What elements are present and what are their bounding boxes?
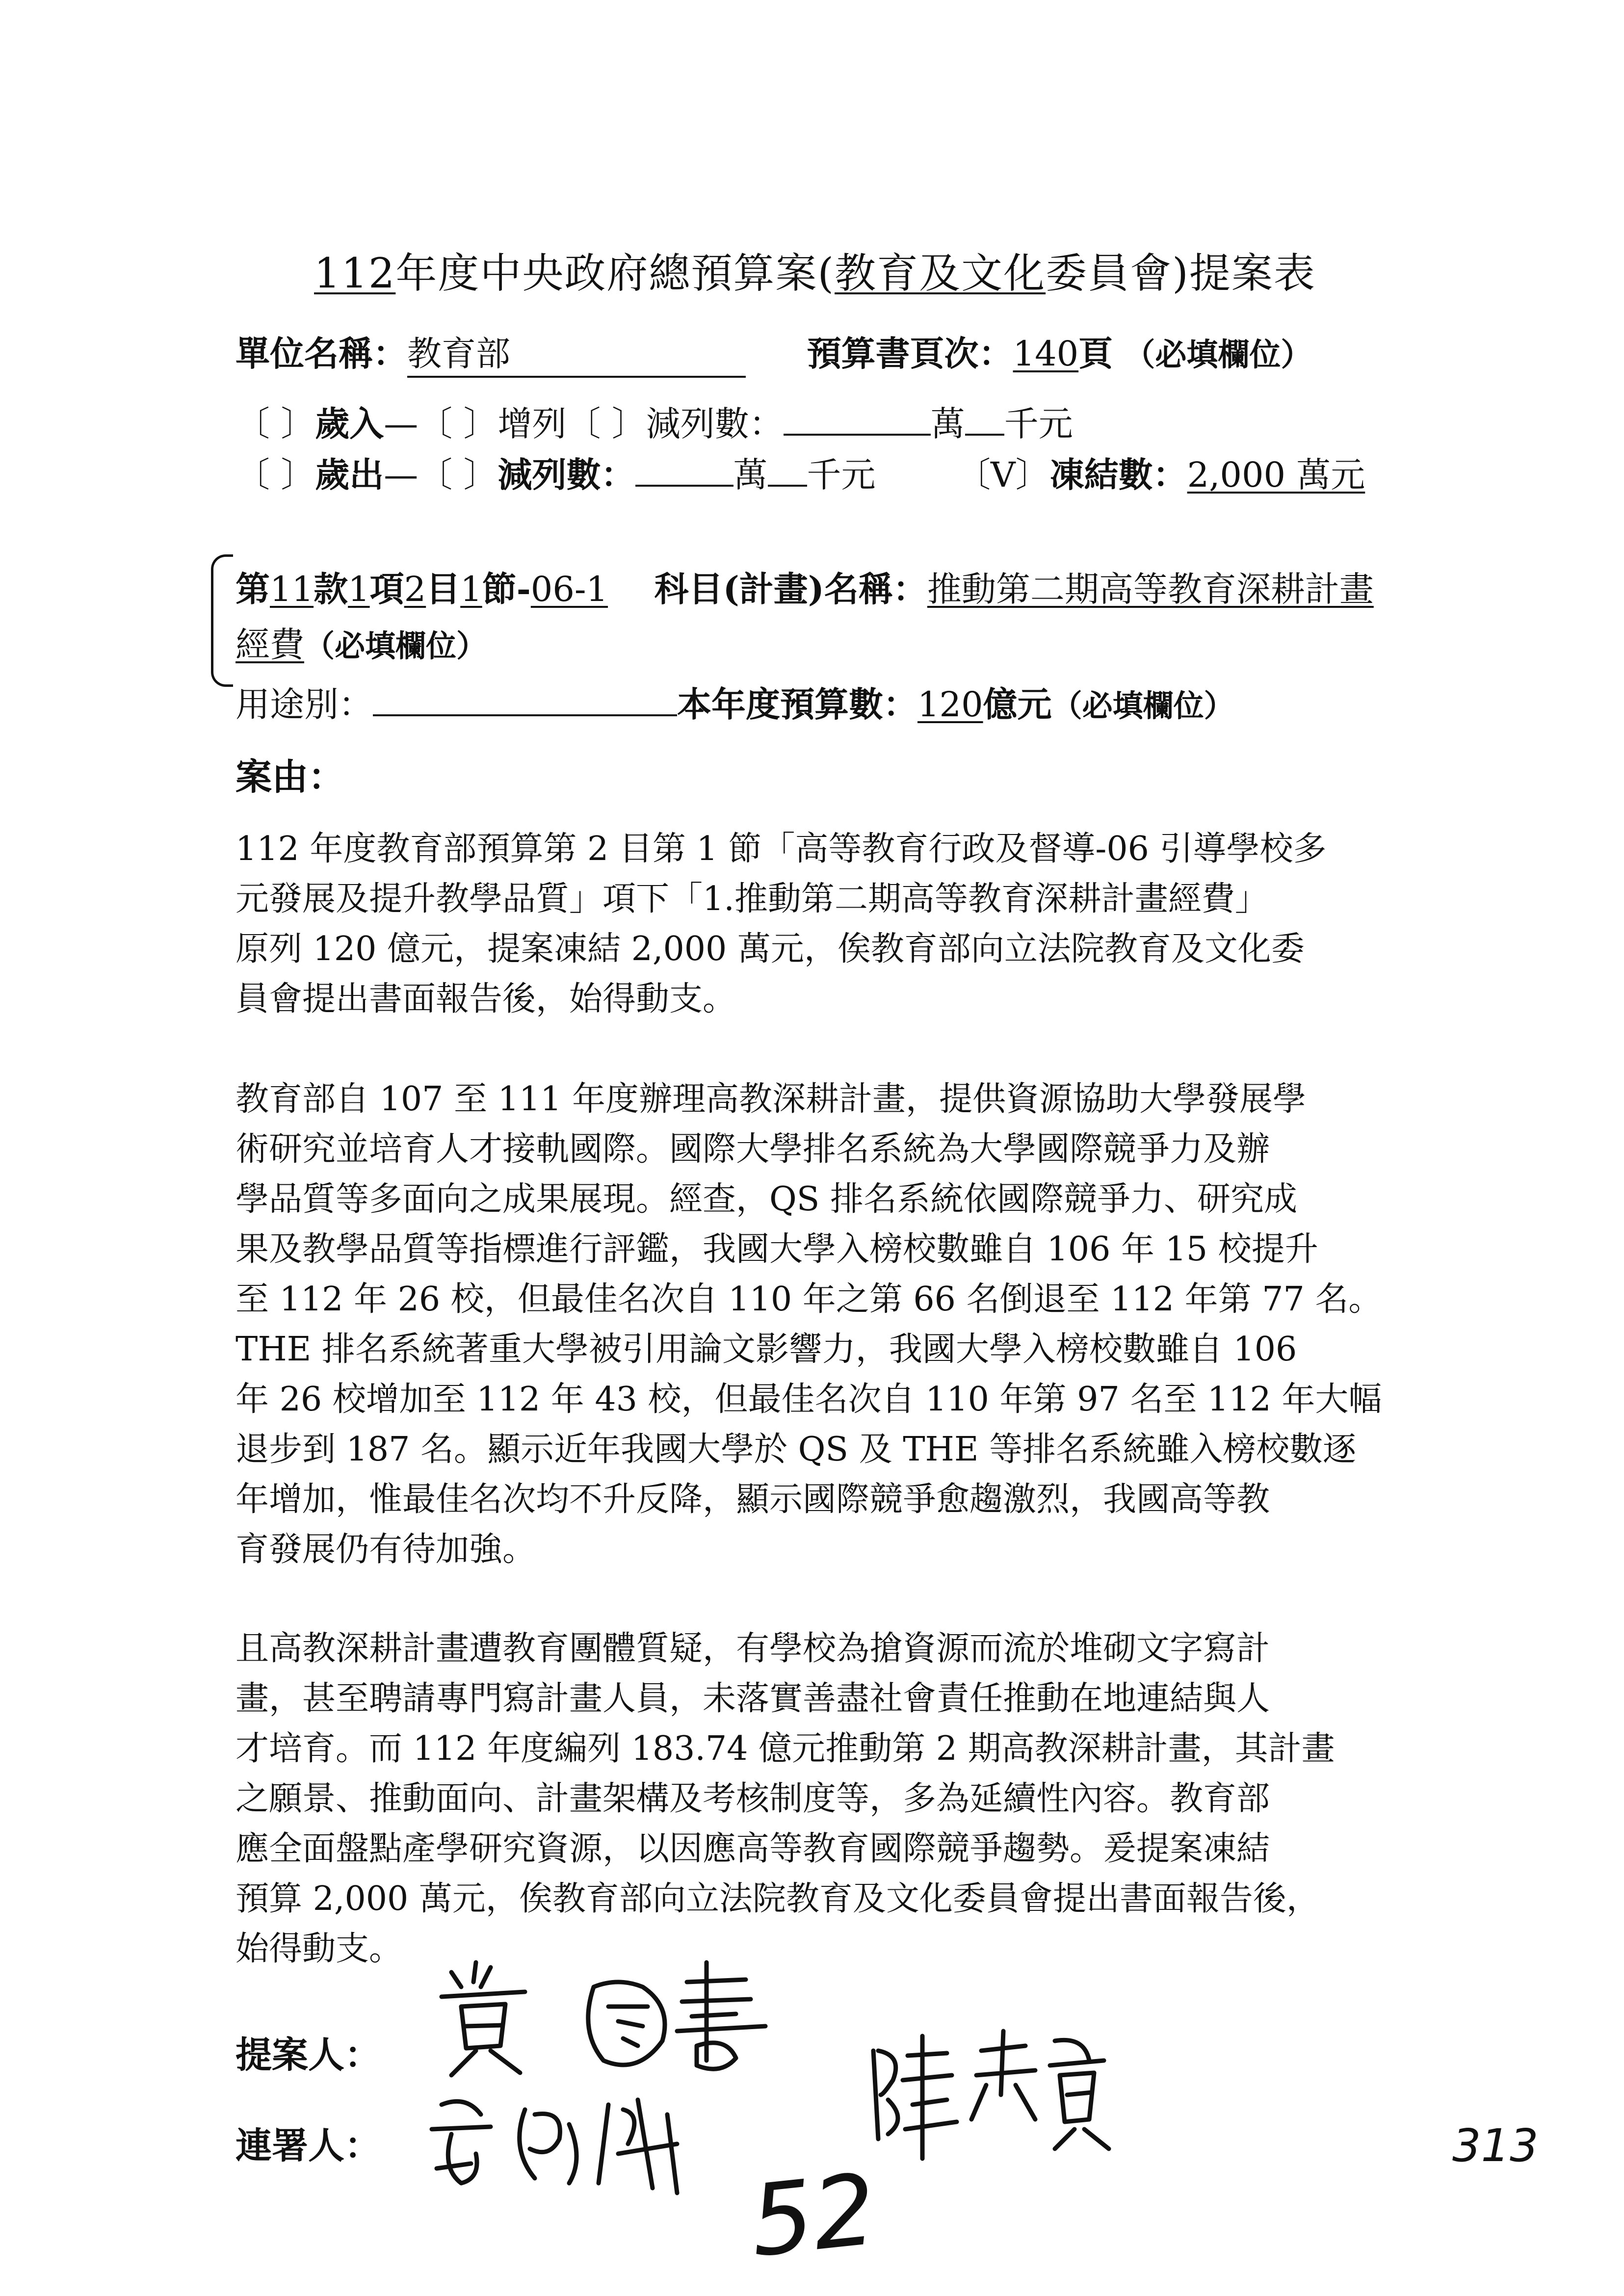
item-xiang: 1 [348,569,370,609]
unit-label: 單位名稱： [236,333,407,374]
item-row-2 [236,617,487,667]
revenue-box: 〔 〕 [236,404,315,444]
paragraph-line: 原列 120 億元，提案凍結 2,000 萬元，俟教育部向立法院教育及文化委 [236,930,1305,968]
expense-unit2: 千元 [807,455,876,495]
form-title [314,240,1316,300]
expense-qian-blank [768,455,807,487]
usage-row [236,677,1234,727]
paragraph-line: 學品質等多面向之成果展現。經查，QS 排名系統依國際競爭力、研究成 [236,1180,1297,1219]
expense-cut-label: 減列數： [498,454,635,495]
cosigner-label: 連署人： [236,2125,381,2167]
title-committee: 教育及文化 [835,249,1046,297]
reason-label: 案由： [236,756,344,798]
item-kuan-label: 款 [314,569,348,609]
paragraph-line: THE 排名系統著重大學被引用論文影響力，我國大學入榜校數雖自 106 [236,1330,1297,1369]
expense-options: —〔 〕 [384,455,498,495]
expense-row [236,447,1365,497]
item-bracket [211,554,233,687]
usage-required: （必填欄位） [1051,688,1234,724]
item-required: （必填欄位） [304,628,487,664]
cosigner-signature-1 [422,2085,716,2198]
expense-unit1: 萬 [733,455,768,495]
paragraph-line: 應全面盤點產學研究資源，以因應高等教育國際競爭趨勢。爰提案凍結 [236,1829,1270,1868]
revenue-unit2: 千元 [1004,404,1073,444]
paragraph-1 [236,824,1442,1024]
revenue-wan-blank [784,404,931,436]
paragraph-line: 員會提出書面報告後，始得動支。 [236,980,736,1018]
expense-box: 〔 〕 [236,455,315,495]
page-label: 預算書頁次： [807,333,1013,374]
paragraph-line: 之願景、推動面向、計畫架構及考核制度等，多為延續性內容。教育部 [236,1779,1270,1818]
handwritten-number: 52 [745,2152,881,2279]
freeze-box: 〔V〕 [956,455,1050,495]
expense-wan-blank [635,455,733,487]
item-row [236,562,1374,611]
paragraph-line: 退步到 187 名。顯示近年我國大學於 QS 及 THE 等排名系統雖入榜校數逐 [236,1430,1357,1469]
paragraph-line: 年 26 校增加至 112 年 43 校，但最佳名次自 110 年第 97 名至 112 年大幅 [236,1380,1382,1419]
subject-label: 科目(計畫)名稱： [654,569,927,609]
item-code: 06-1 [530,569,608,609]
freeze-value: 2,000 萬元 [1187,455,1365,495]
paragraph-line: 預算 2,000 萬元，俟教育部向立法院教育及文化委員會提出書面報告後， [236,1879,1320,1918]
paragraph-line: 至 112 年 26 校，但最佳名次自 110 年之第 66 名倒退至 112 年第 77 名。 [236,1280,1382,1319]
page-number: 313 [1452,2119,1539,2172]
page-value: 140 [1013,334,1079,374]
item-kuan: 11 [270,569,314,609]
paragraph-2 [236,1074,1442,1575]
title-post: 委員會)提案表 [1046,249,1316,297]
expense-label: 歲出 [315,454,384,495]
paragraph-line: 元發展及提升教學品質」項下「1.推動第二期高等教育深耕計畫經費」 [236,880,1268,918]
budget-unit: 億元 [983,684,1052,725]
title-year: 112 [314,249,396,297]
paragraph-line: 教育部自 107 至 111 年度辦理高教深耕計畫，提供資源協助大學發展學 [236,1080,1307,1119]
usage-label: 用途別： [236,684,373,725]
item-jie: 1 [460,569,482,609]
paragraph-line: 才培育。而 112 年度編列 183.74 億元推動第 2 期高教深耕計畫，其計畫 [236,1729,1335,1768]
item-mu-label: 目 [426,569,461,609]
subject-value-line1: 推動第二期高等教育深耕計畫 [927,569,1374,609]
title-pre: 年度中央政府總預算案( [395,249,835,297]
freeze-label: 凍結數： [1049,454,1187,495]
paragraph-line: 果及教學品質等指標進行評鑑，我國大學入榜校數雖自 106 年 15 校提升 [236,1230,1318,1269]
item-jie-label: 節- [482,569,531,609]
page-unit: 頁 [1078,333,1113,374]
item-xiang-label: 項 [369,569,404,609]
paragraph-line: 且高教深耕計畫遭教育團體質疑，有學校為搶資源而流於堆砌文字寫計 [236,1629,1270,1668]
usage-blank [373,685,677,716]
revenue-row [236,396,1073,446]
paragraph-line: 育發展仍有待加強。 [236,1530,536,1569]
budget-value: 120 [917,684,983,725]
paragraph-line: 術研究並培育人才接軌國際。國際大學排名系統為大學國際競爭力及辦 [236,1130,1270,1169]
revenue-unit1: 萬 [930,404,965,444]
subject-value-line2: 經費 [236,625,304,665]
revenue-qian-blank [965,404,1004,436]
cosigner-signature-2 [859,2021,1124,2168]
proposer-signature [432,1953,834,2080]
paragraph-3 [236,1624,1442,1974]
item-mu: 2 [404,569,426,609]
paragraph-line: 112 年度教育部預算第 2 目第 1 節「高等教育行政及督導-06 引導學校多 [236,830,1327,868]
budget-label: 本年度預算數： [677,684,917,725]
revenue-options: —〔 〕增列〔 〕減列數： [384,404,784,444]
paragraph-line: 年增加，惟最佳名次均不升反降，顯示國際競爭愈趨激烈，我國高等教 [236,1480,1270,1519]
unit-required: （必填欄位） [1124,337,1312,373]
item-kuan-pre: 第 [236,569,270,609]
unit-value: 教育部 [407,334,510,374]
paragraph-line: 畫，甚至聘請專門寫計畫人員，未落實善盡社會責任推動在地連結與人 [236,1679,1270,1718]
unit-value-field [407,326,746,378]
revenue-label: 歲入 [315,403,384,444]
paragraph-line: 始得動支。 [236,1930,403,1968]
unit-row [236,326,1312,378]
proposer-label: 提案人： [236,2034,381,2076]
